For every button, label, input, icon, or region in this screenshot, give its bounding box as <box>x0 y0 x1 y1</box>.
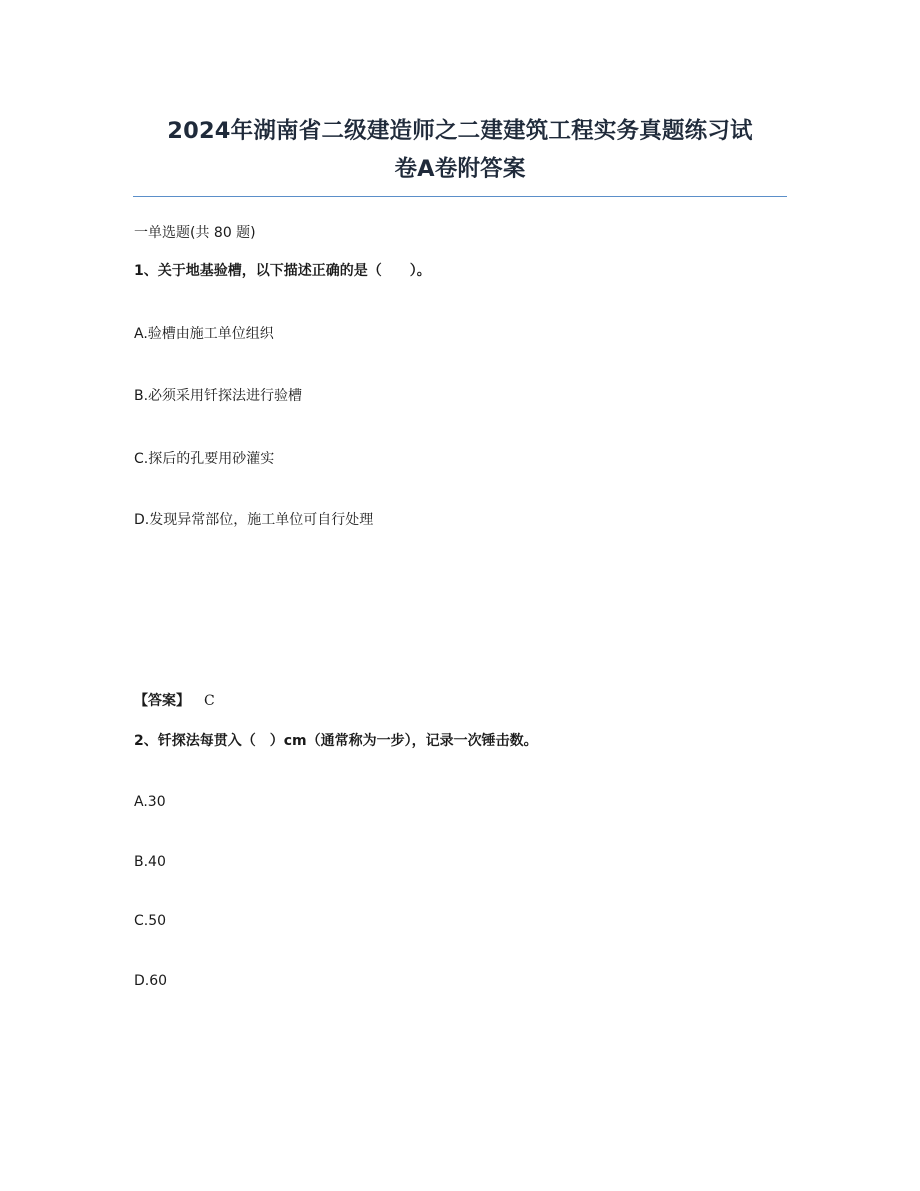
question-1-option-c: C.探后的孔要用砂灌实 <box>134 451 275 467</box>
question-2-option-c: C.50 <box>134 913 167 929</box>
section-heading: 一单选题(共 80 题) <box>134 225 256 241</box>
question-1-stem: 1、关于地基验槽，以下描述正确的是（ ）。 <box>134 263 431 279</box>
question-1-option-d: D.发现异常部位，施工单位可自行处理 <box>134 512 374 528</box>
question-1-option-a: A.验槽由施工单位组织 <box>134 326 274 342</box>
question-1-answer <box>134 691 215 711</box>
title-divider <box>133 196 787 197</box>
answer-value: C <box>204 693 215 709</box>
answer-label: 【答案】 <box>134 693 190 709</box>
question-1-option-b: B.必须采用钎探法进行验槽 <box>134 388 303 404</box>
question-2-option-d: D.60 <box>134 973 168 989</box>
question-2-option-a: A.30 <box>134 794 166 810</box>
document-title <box>133 112 787 188</box>
question-2-stem: 2、钎探法每贯入（ ）cm（通常称为一步），记录一次锤击数。 <box>134 733 538 749</box>
title-line-2: 卷A卷附答案 <box>394 156 526 182</box>
question-2-option-b: B.40 <box>134 854 166 870</box>
title-line-1: 2024年湖南省二级建造师之二建建筑工程实务真题练习试 <box>167 118 753 144</box>
